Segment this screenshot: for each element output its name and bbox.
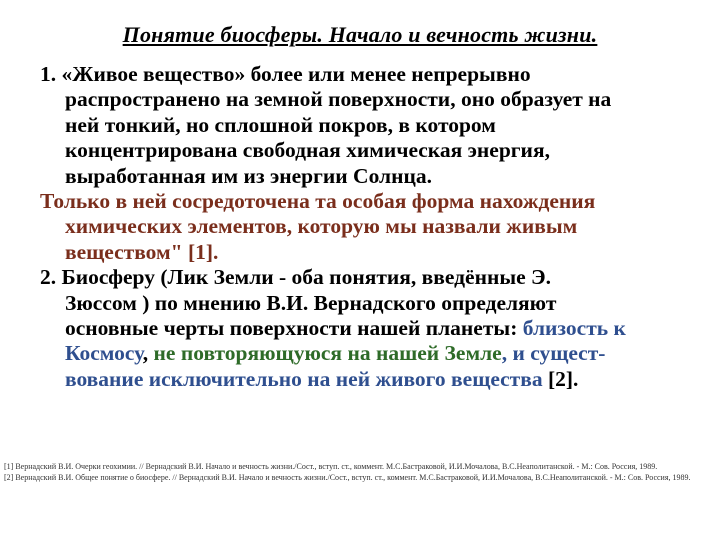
highlight-proximity: близость к xyxy=(522,316,626,341)
item-1-line-3: ней тонкий, но сплошной покров, в котором xyxy=(65,112,496,137)
quote-line-3: веществом" [1]. xyxy=(65,239,219,264)
highlight-existence-part-1: , и сущест- xyxy=(501,341,606,366)
highlight-unrepeatable: не повторяющуюся на нашей Земле xyxy=(153,341,502,366)
footnote-1: [1] Вернадский В.И. Очерки геохимии. // Вернадский В.И. Начало и вечность жизни./Сост., вступ. ст., коммент. М.С.Бастраковой, И.И.Мочалова, В.С.Неаполитанской. - М.: Сов. Россия, 1989. xyxy=(4,462,658,471)
item-1-line-5: выработанная им из энергии Солнца. xyxy=(65,163,433,188)
item-2-line-2: Зюссом ) по мнению В.И. Вернадского определяют xyxy=(65,290,557,315)
item-2-line-3: основные черты поверхности нашей планеты: xyxy=(65,316,523,341)
slide-title: Понятие биосферы. Начало и вечность жизни. xyxy=(122,22,598,47)
quote-line-1: Только в ней сосредоточена та особая форма нахождения xyxy=(40,189,596,214)
item-2-line-1: 2. Биосферу (Лик Земли - оба понятия, введённые Э. xyxy=(40,265,552,290)
reference-2: [2]. xyxy=(542,366,579,391)
slide-body xyxy=(40,62,704,392)
footnote-2: [2] Вернадский В.И. Общее понятие о биосфере. // Вернадский В.И. Начало и вечность жизни./Сост., вступ. ст., коммент. М.С.Бастраковой, И.И.Мочалова, В.С.Неаполитанской. - М.: Сов. Россия, 1989. xyxy=(4,473,691,482)
quote-line-2: химических элементов, которую мы назвали живым xyxy=(65,214,578,239)
highlight-cosmos: Космосу xyxy=(65,341,143,366)
item-1-line-2: распространено на земной поверхности, оно образует на xyxy=(65,87,612,112)
item-1-paragraph xyxy=(40,62,704,189)
comma-separator: , xyxy=(142,341,154,366)
item-2-paragraph xyxy=(40,265,704,392)
item-1-line-4: концентрирована свободная химическая энергия, xyxy=(65,138,550,163)
quote-paragraph xyxy=(40,189,704,265)
item-1-line-1: 1. «Живое вещество» более или менее непрерывно xyxy=(40,62,531,86)
highlight-existence-part-2: вование исключительно на ней живого вещества xyxy=(65,366,543,391)
footnotes xyxy=(4,462,716,484)
